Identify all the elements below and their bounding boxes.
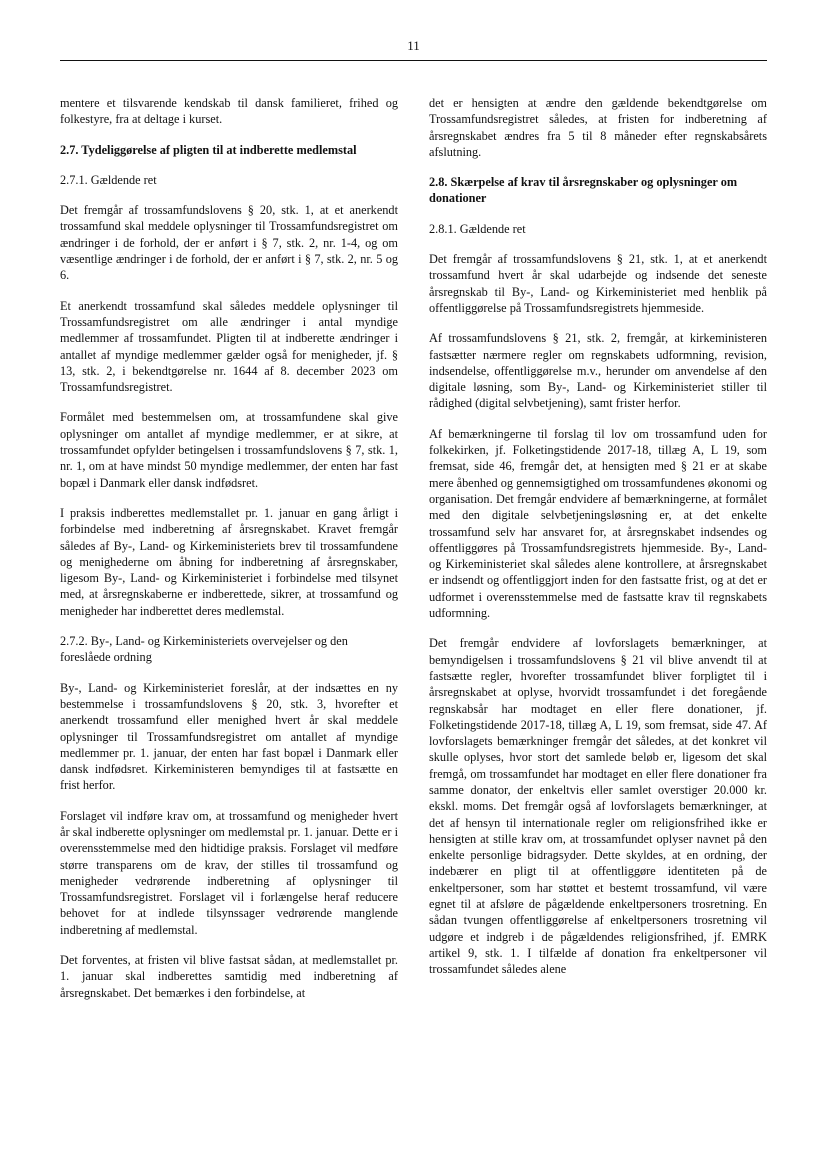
page-number: 11 [407,38,420,53]
left-paragraph: Det fremgår af trossamfundslovens § 20, stk. 1, at et anerkendt trossamfund skal meddele oplysninger til Trossamfundsregistret om ændringer i de forhold, der er anført i § 7, stk. 2, nr. 1-4, og om væsentlige ændringer i de forhold, der er anført i § 7, stk. 2, nr. 5 og 6. [60,203,398,283]
right-paragraph: Af trossamfundslovens § 21, stk. 2, fremgår, at kirkeministeren fastsætter nærmere regler om regnskabets udformning, revision, indsendelse, offentliggørelse m.v., herunder om anvendelse af den digitale løsning, som By-, Land- og Kirkeministeriet stiller til rådighed (digital selvbetjening), samt frister herfor. [429,331,767,411]
left-paragraph: mentere et tilsvarende kendskab til dansk familieret, frihed og folkestyre, fra at deltage i kurset. [60,96,398,127]
left-paragraph: Et anerkendt trossamfund skal således meddele oplysninger til Trossamfundsregistret om alle ændringer i antal myndige medlemmer af trossamfundet. Pligten til at indberette ændringer i antallet af myndige medlemmer gælder også for menigheder, jf. § 13, stk. 2, i bekendtgørelse nr. 1644 af 8. december 2023 om Trossamfundsregistret. [60,298,398,395]
right-paragraph: det er hensigten at ændre den gældende bekendtgørelse om Trossamfundsregistret således, at fristen for indberetning af årsregnskabet ændres fra 5 til 8 måneder efter regnskabsårets afslutning. [429,96,767,159]
left-subsection-heading: 2.7.1. Gældende ret [60,172,157,187]
right-paragraph: Det fremgår af trossamfundslovens § 21, stk. 1, at et anerkendt trossamfund hvert år skal udarbejde og indsende det seneste årsregnskab til By-, Land- og Kirkeministeriet med henblik på offentliggørelse på Trossamfundsregistrets hjemmeside. [429,252,767,315]
left-paragraph: By-, Land- og Kirkeministeriet foreslår, at der indsættes en ny bestemmelse i trossamfundslovens § 20, stk. 3, hvorefter et anerkendt trossamfund eller menighed hvert år skal meddele oplysninger til Trossamfundsregistret om antallet af myndige medlemmer pr. 1. januar, der enten har fast bopæl i Danmark eller dansk indfødsret. Kirkeministeren bemyndiges til at fastsætte en frist herfor. [60,680,398,793]
left-subsection-heading: 2.7.2. By-, Land- og Kirkeministeriets overvejelser og den foreslåede ordning [60,634,348,665]
left-column [60,95,398,1001]
left-paragraph: Formålet med bestemmelsen om, at trossamfundene skal give oplysninger om antallet af myndige medlemmer, er at sikre, at trossamfundet opfylder betingelsen i trossamfundslovens § 7, stk. 1, nr. 1, om at have mindst 50 myndige medlemmer, der enten har fast bopæl i Danmark eller dansk indfødsret. [60,410,398,490]
right-paragraph: Det fremgår endvidere af lovforslagets bemærkninger, at bemyndigelsen i trossamfundslovens § 21 vil blive anvendt til at fastsætte regler, hvorefter trossamfundet bliver forpligtet til i årsregnskabet at oplyse, hvorvidt trossamfundet i det foregående regnskabsår har modtaget en eller flere donationer, jf. Folketingstidende 2017-18, tillæg A, L 19, som fremsat, side 47. Af lovforslagets bemærkninger fremgår det således, at det konkret vil skulle oplyses, hvor stort det samlede beløb er, ligesom det skal fremgå, om trossamfundet har modtaget en eller flere donationer fra samme donator, der enkeltvis eller samlet overstiger 20.000 kr. ekskl. moms. Det fremgår også af lovforslagets bemærkninger, at det af hensyn til internationale regler om religionsfrihed ikke er hensigten at stille krav om, at trossamfundet oplyser navnet på den enkelte personlige bidragsyder. Dette skyldes, at en ordning, der indebærer en pligt til at offentliggøre identiteten på de enkeltpersoner, som har støttet et bestemt trossamfund, vil være egnet til at afsløre de pågældende enkeltpersoners trosretning. En sådan tvungen offentliggørelse af enkeltpersoners trosretning vil udgøre et indgreb i de pågældendes religionsfrihed, jf. EMRK artikel 9, stk. 1. I tilfælde af donation fra enkeltpersoner vil trossamfundet således alene [429,636,767,977]
left-paragraph: Det forventes, at fristen vil blive fastsat sådan, at medlemstallet pr. 1. januar skal indberettes samtidig med indberetning af årsregnskabet. Det bemærkes i den forbindelse, at [60,953,398,1000]
right-paragraph: Af bemærkningerne til forslag til lov om trossamfund uden for folkekirken, jf. Folketingstidende 2017-18, tillæg A, L 19, som fremsat, side 46, fremgår det, at hensigten med § 21 er at skabe mere åbenhed og gennemsigtighed om trossamfundenes økonomi og organisation. Det fremgår endvidere af bemærkningerne, at formålet med den digitale selvbetjeningsløsning er, at det enkelte trossamfund selv har ansvaret for, at årsregnskabet indsendes og offentliggøres på Trossamfundsregistrets hjemmeside. By-, Land- og Kirkeministeriet skal således alene kontrollere, at årsregnskabet er indsendt og offentliggjort inden for den fastsatte frist, og at det er udformet i overensstemmelse med de fastsatte krav til regnskabets udformning. [429,426,767,621]
left-section-heading: 2.7. Tydeliggørelse af pligten til at indberette medlemstal [60,142,357,157]
right-section-heading: 2.8. Skærpelse af krav til årsregnskaber og oplysninger om donationer [429,175,738,206]
header-rule [60,60,767,61]
right-subsection-heading: 2.8.1. Gældende ret [429,221,526,236]
right-column [429,95,767,978]
left-paragraph: Forslaget vil indføre krav om, at trossamfund og menigheder hvert år skal indberette oplysninger om medlemstal pr. 1. januar. Dette er i overensstemmelse med den hidtidige praksis. Forslaget vil medføre større transparens om de krav, der stilles til trossamfund og menigheder vedrørende indberetning af oplysninger til Trossamfundsregistret. Forslaget vil i forlængelse heraf reducere behovet for at indlede tilsynssager vedrørende manglende indberetning af medlemstal. [60,808,398,937]
left-paragraph: I praksis indberettes medlemstallet pr. 1. januar en gang årligt i forbindelse med indberetning af årsregnskabet. Kravet fremgår således af By-, Land- og Kirkeministeriets brev til trossamfundene og menighederne om åbning for indberetning af årsregnskaber, ligesom By-, Land- og Kirkeministeriet i forbindelse med tilsynet med, at årsregnskaberne er indberettede, sikrer, at trossamfund og menigheder har indberettet deres medlemstal. [60,505,398,618]
